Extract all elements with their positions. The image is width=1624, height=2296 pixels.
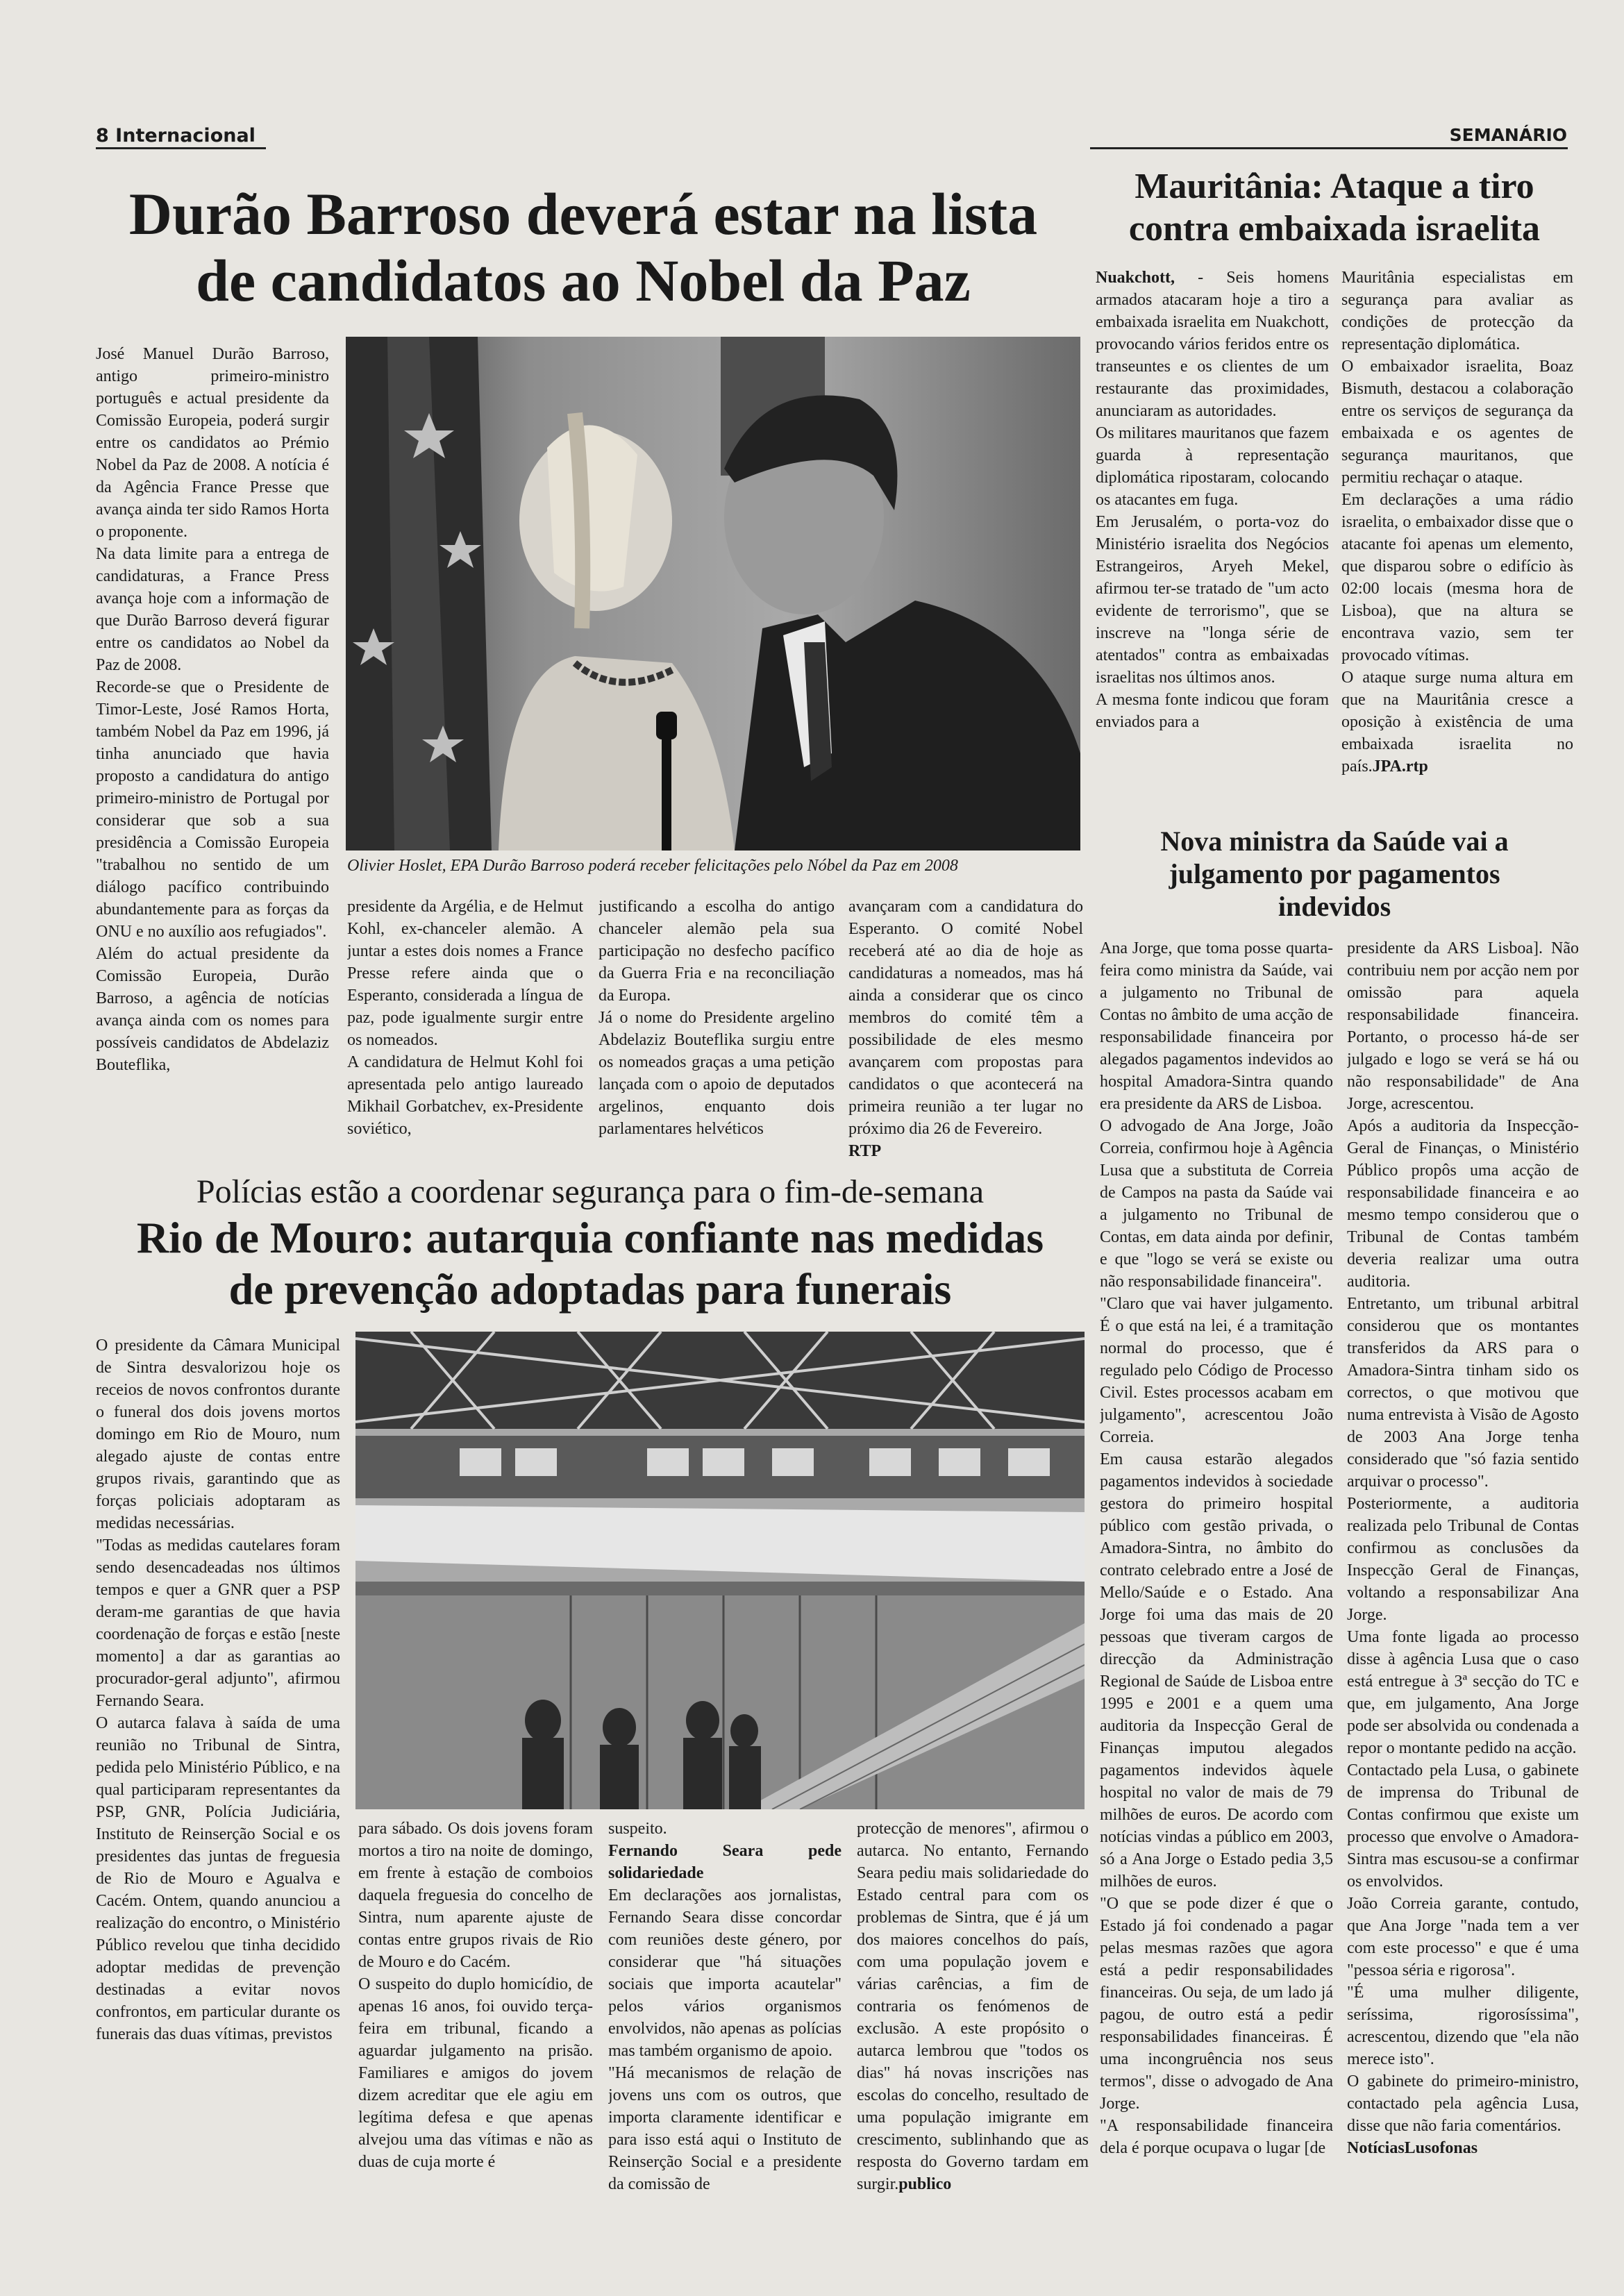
mouro-title-line2: de prevenção adoptadas para funerais <box>228 1264 952 1314</box>
saude-title-line3: indevidos <box>1278 891 1391 923</box>
mouro-column-4 <box>857 1818 1089 2234</box>
paragraph: Em causa estarão alegados pagamentos indevidos à sociedade gestora do primeiro hospital público com gestão privada, o Amadora-Sintra, no âmbito do contrato celebrado entre a José de Mello/Saúde e o Estado. Ana Jorge foi uma das mais de 20 pessoas que tiveram cargos de direcção da Administração Regional de Saúde de Lisboa entre 1995 e 2001 e a quem uma auditoria da Inspecção Geral de Finanças imputou alegados pagamentos indevidos àquele hospital no valor de mais de 79 milhões de euros. De acordo com notícias vindas a público em 2003, só a Ana Jorge o Estado pedia 3,5 milhões de euros. <box>1100 1450 1333 1891</box>
paragraph: José Manuel Durão Barroso, antigo primeiro-ministro português e actual presidente da Comissão Europeia, poderá surgir entre os candidatos ao Prémio Nobel da Paz de 2008. A notícia é da Agência France Presse que avança ainda ter sido Ramos Horta o proponente. <box>96 345 329 541</box>
paragraph: O suspeito do duplo homicídio, de apenas 16 anos, foi ouvido terça-feira em tribunal, ficando a aguardar julgamento na prisão. Familiares e amigos do jovem dizem acreditar que ele agiu em legítima defesa e que apenas alvejou uma das vítimas e não as duas de cuja morte é <box>358 1975 593 2171</box>
paragraph: Em Jerusalém, o porta-voz do Ministério israelita dos Negócios Estrangeiros, Aryeh Mekel, afirmou ter-se tratado de "um acto evidente de terrorismo", que se inscreve na "longa série de atentados" contra as embaixadas israelitas nos últimos anos. <box>1096 513 1329 687</box>
mauritania-title-line2: contra embaixada israelita <box>1128 209 1541 249</box>
mauritania-column-1 <box>1096 267 1329 822</box>
barroso-signature: RTP <box>848 1142 882 1160</box>
paragraph: Uma fonte ligada ao processo disse à agência Lusa que o caso está entregue à 3ª secção do TC e que, em julgamento, Ana Jorge pode ser absolvida ou condenada a repor o montante pedido na acção. <box>1347 1628 1579 1757</box>
paragraph: Mauritânia especialistas em segurança para avaliar as condições de protecção da representação diplomática. <box>1341 269 1573 353</box>
paragraph: A candidatura de Helmut Kohl foi apresentada pelo antigo laureado Mikhail Gorbatchev, ex-Presidente soviético, <box>347 1053 583 1138</box>
saude-signature: NotíciasLusofonas <box>1347 2139 1478 2157</box>
station-photo-image <box>355 1332 1085 1809</box>
paragraph: Já o nome do Presidente argelino Abdelaziz Bouteflika surgiu entre os nomeados graças a uma petição lançada com o apoio de deputados argelinos, enquanto dois parlamentares helvéticos <box>598 1009 835 1138</box>
publication-name: SEMANÁRIO <box>1449 125 1567 145</box>
barroso-headline <box>90 181 1076 315</box>
barroso-column-1 <box>96 343 329 1165</box>
paragraph: Em declarações a uma rádio israelita, o embaixador disse que o atacante foi apenas um elemento, que disparou sobre o edifício às 02:00 locais (mesma hora de Lisboa), que na altura se encontrava vazio, sem ter provocado vítimas. <box>1341 491 1573 664</box>
paragraph: Posteriormente, a auditoria realizada pelo Tribunal de Contas confirmou as conclusões da Inspecção Geral de Finanças, voltando a responsabilizar Ana Jorge. <box>1347 1495 1579 1624</box>
paragraph: Ana Jorge, que toma posse quarta-feira como ministra da Saúde, vai a julgamento no Tribunal de Contas no âmbito de uma acção de responsabilidade financeira por alegados pagamentos indevidos ao hospital Amadora-Sintra quando era presidente da ARS de Lisboa. <box>1100 939 1333 1113</box>
mauritania-headline <box>1091 165 1577 251</box>
paragraph: Em declarações aos jornalistas, Fernando Seara disse concordar com reuniões deste género, por considerar que "há situações sociais que importa acautelar" pelos vários organismos envolvidos, não apenas as polícias mas também organismo de apoio. <box>608 1886 842 2060</box>
paragraph: avançaram com a candidatura do Esperanto. O comité Nobel receberá até ao dia de hoje as candidaturas a nomeados, mas há ainda a considerar que os cinco membros do comité têm a possibilidade de eles mesmo avançarem com propostas para candidatos o que acontecerá na primeira reunião a ter lugar no próximo dia 26 de Fevereiro. <box>848 898 1083 1138</box>
paragraph: O gabinete do primeiro-ministro, contactado pela agência Lusa, disse que não faria comentários. <box>1347 2072 1579 2135</box>
barroso-photo <box>346 337 1080 850</box>
barroso-title-line2: de candidatos ao Nobel da Paz <box>196 247 971 315</box>
paragraph: - Seis homens armados atacaram hoje a tiro a embaixada israelita em Nuakchott, provocando vários feridos entre os transeuntes e os clientes de um restaurante das proximidades, anunciaram as autoridades. <box>1096 269 1329 420</box>
masthead-rule <box>1090 147 1568 149</box>
mauritania-title-line1: Mauritânia: Ataque a tiro <box>1135 167 1534 206</box>
paragraph: O autarca falava à saída de uma reunião no Tribunal de Sintra, pedida pelo Ministério Público, e na qual participaram representantes da PSP, GNR, Polícia Judiciária, Instituto de Reinserção Social e os presidentes das juntas de freguesia de Rio de Mouro e Agualva e Cacém. Ontem, quando anunciou a realização do encontro, o Ministério Público revelou que tinha decidido adoptar medidas de prevenção destinadas a evitar novos confrontos, em particular durante os funerais das duas vítimas, previstos <box>96 1714 340 2043</box>
mauritania-dateline: Nuakchott, <box>1096 269 1175 287</box>
paragraph: "Há mecanismos de relação de jovens uns com os outros, que importa claramente identificar e para isso está aqui o Instituto de Reinserção Social e a presidente da comissão de <box>608 2064 842 2193</box>
paragraph: Contactado pela Lusa, o gabinete de imprensa do Tribunal de Contas confirmou que existe um processo que envolve o Amadora-Sintra mas escusou-se a confirmar os envolvidos. <box>1347 1761 1579 1891</box>
mouro-column-2 <box>358 1818 593 2234</box>
page-section-label: 8 Internacional <box>96 125 256 146</box>
paragraph: protecção de menores", afirmou o autarca. No entanto, Fernando Seara pediu mais solidariedade do Estado central para com os problemas de Sintra, que é já um dos maiores concelhos do país, com uma população jovem e várias carências, a fim de contraria os fenómenos de exclusão. A este propósito o autarca lembrou que "todos os dias" há novas inscrições nas escolas do concelho, resultado de uma população imigrante em crescimento, sublinhando que as resposta do Governo tardam em surgir. <box>857 1820 1089 2193</box>
barroso-photo-image <box>346 337 1080 850</box>
barroso-column-3 <box>598 896 835 1166</box>
paragraph: presidente da Argélia, e de Helmut Kohl, ex-chanceler alemão. A juntar a estes dois nomes a France Presse refere ainda que o Esperanto, considerada a língua de paz, pode igualmente surgir entre os nomeados. <box>347 898 583 1049</box>
paragraph: Na data limite para a entrega de candidaturas, a France Press avança hoje com a informação de que Durão Barroso deverá figurar entre os candidatos ao Nobel da Paz de 2008. <box>96 545 329 674</box>
mouro-signature: publico <box>898 2175 952 2193</box>
mouro-headline <box>90 1172 1090 1315</box>
mouro-kicker: Polícias estão a coordenar segurança para o fim-de-semana <box>196 1173 985 1210</box>
paragraph: O ataque surge numa altura em que na Mauritânia cresce a oposição à existência de uma embaixada israelita no país. <box>1341 669 1573 776</box>
paragraph: suspeito. <box>608 1820 667 1838</box>
saude-headline <box>1091 825 1577 923</box>
paragraph: "O que se pode dizer é que o Estado já foi condenado a pagar pelas mesmas razões que agora está a pedir responsabilidades financeiras. Ou seja, de um lado já pagou, de outro está a pedir responsabilidades financeiras. É uma incongruência nos seus termos", disse o advogado de Ana Jorge. <box>1100 1895 1333 2113</box>
paragraph: "A responsabilidade financeira dela é porque ocupava o lugar [de <box>1100 2117 1333 2157</box>
barroso-title-line1: Durão Barroso deverá estar na lista <box>128 181 1038 247</box>
barroso-photo-caption: Olivier Hoslet, EPA Durão Barroso poderá receber felicitações pelo Nóbel da Paz em 2008 <box>347 857 958 875</box>
mauritania-signature: JPA.rtp <box>1372 757 1428 776</box>
paragraph: O presidente da Câmara Municipal de Sintra desvalorizou hoje os receios de novos confrontos durante o funeral dos dois jovens mortos domingo em Rio de Mouro, num alegado ajuste de contas entre grupos rivais, garantindo que as forças policiais adoptaram as medidas necessárias. <box>96 1336 340 1532</box>
mauritania-column-2 <box>1341 267 1573 822</box>
saude-column-1 <box>1100 937 1333 2222</box>
paragraph: Os militares mauritanos que fazem guarda à representação diplomática ripostaram, colocando os atacantes em fuga. <box>1096 424 1329 509</box>
paragraph: Entretanto, um tribunal arbitral considerou que os montantes transferidos da ARS para o Amadora-Sintra tinham sido os correctos, o que motivou que numa entrevista à Visão de Agosto de 2003 Ana Jorge tenha considerado que "só fazia sentido arquivar o processo". <box>1347 1295 1579 1491</box>
paragraph: O embaixador israelita, Boaz Bismuth, destacou a colaboração entre os serviços de segurança da embaixada e os agentes de segurança mauritanos, que permitiu rechaçar o ataque. <box>1341 358 1573 487</box>
paragraph: para sábado. Os dois jovens foram mortos a tiro na noite de domingo, em frente à estação de comboios daquela freguesia do concelho de Sintra, num aparente ajuste de contas entre grupos rivais de Rio de Mouro e do Cacém. <box>358 1820 593 1971</box>
saude-title-line2: julgamento por pagamentos <box>1169 858 1500 890</box>
paragraph: "Todas as medidas cautelares foram sendo desencadeadas nos últimos tempos e quer a GNR quer a PSP deram-me garantias de que havia coordenação de forças e estão [neste momento] a dar as garantias ao procurador-geral adjunto", afirmou Fernando Seara. <box>96 1536 340 1710</box>
paragraph: O advogado de Ana Jorge, João Correia, confirmou hoje à Agência Lusa que a substituta de Correia de Campos na pasta da Saúde vai a julgamento no Tribunal de Contas, em data ainda por definir, e que "logo se verá se existe ou não responsabilidade financeira". <box>1100 1117 1333 1291</box>
paragraph: Além do actual presidente da Comissão Europeia, Durão Barroso, a agência de notícias avança ainda com os nomes para possíveis candidatos de Abdelaziz Bouteflika, <box>96 945 329 1074</box>
paragraph: "É uma mulher diligente, seríssima, rigorosíssima", acrescentou, dizendo que "ela não merece isto". <box>1347 1984 1579 2068</box>
paragraph: Após a auditoria da Inspecção-Geral de Finanças, o Ministério Público propôs uma acção de responsabilidade financeira e ao mesmo tempo considerou que o Tribunal de Contas também deveria realizar uma outra auditoria. <box>1347 1117 1579 1291</box>
paragraph: A mesma fonte indicou que foram enviados para a <box>1096 691 1329 731</box>
barroso-column-4 <box>848 896 1083 1166</box>
mouro-column-1 <box>96 1334 340 2237</box>
paragraph: justificando a escolha do antigo chanceler alemão pela sua participação no desfecho pacífico da Guerra Fria e na reconciliação da Europa. <box>598 898 835 1005</box>
station-photo <box>355 1332 1085 1809</box>
mouro-subhead: Fernando Seara pede solidariedade <box>608 1842 842 1882</box>
paragraph: João Correia garante, contudo, que Ana Jorge "nada tem a ver com este processo" e que é uma "pessoa séria e rigorosa". <box>1347 1895 1579 1979</box>
saude-title-line1: Nova ministra da Saúde vai a <box>1160 826 1509 857</box>
mouro-title-line1: Rio de Mouro: autarquia confiante nas medidas <box>136 1212 1044 1262</box>
barroso-column-2 <box>347 896 583 1166</box>
section-rule <box>96 147 266 149</box>
saude-column-2 <box>1347 937 1579 2222</box>
paragraph: "Claro que vai haver julgamento. É o que está na lei, é a tramitação normal do processo, que é regulado pelo Código de Processo Civil. Estes processos acabam em julgamento", acrescentou João Correia. <box>1100 1295 1333 1446</box>
mouro-column-3 <box>608 1818 842 2234</box>
paragraph: presidente da ARS Lisboa]. Não contribuiu nem por acção nem por omissão para aquela responsabilidade financeira. Portanto, o processo há-de ser julgado e logo se verá se há ou não responsabilidade" de Ana Jorge, acrescentou. <box>1347 939 1579 1113</box>
paragraph: Recorde-se que o Presidente de Timor-Leste, José Ramos Horta, também Nobel da Paz em 1996, já tinha anunciado que havia proposto a candidatura do antigo primeiro-ministro de Portugal por considerar que sob a sua presidência a Comissão Europeia "trabalhou no sentido de um diálogo pacífico contribuindo abundantemente para as forças da ONU e no auxílio aos refugiados". <box>96 678 329 941</box>
